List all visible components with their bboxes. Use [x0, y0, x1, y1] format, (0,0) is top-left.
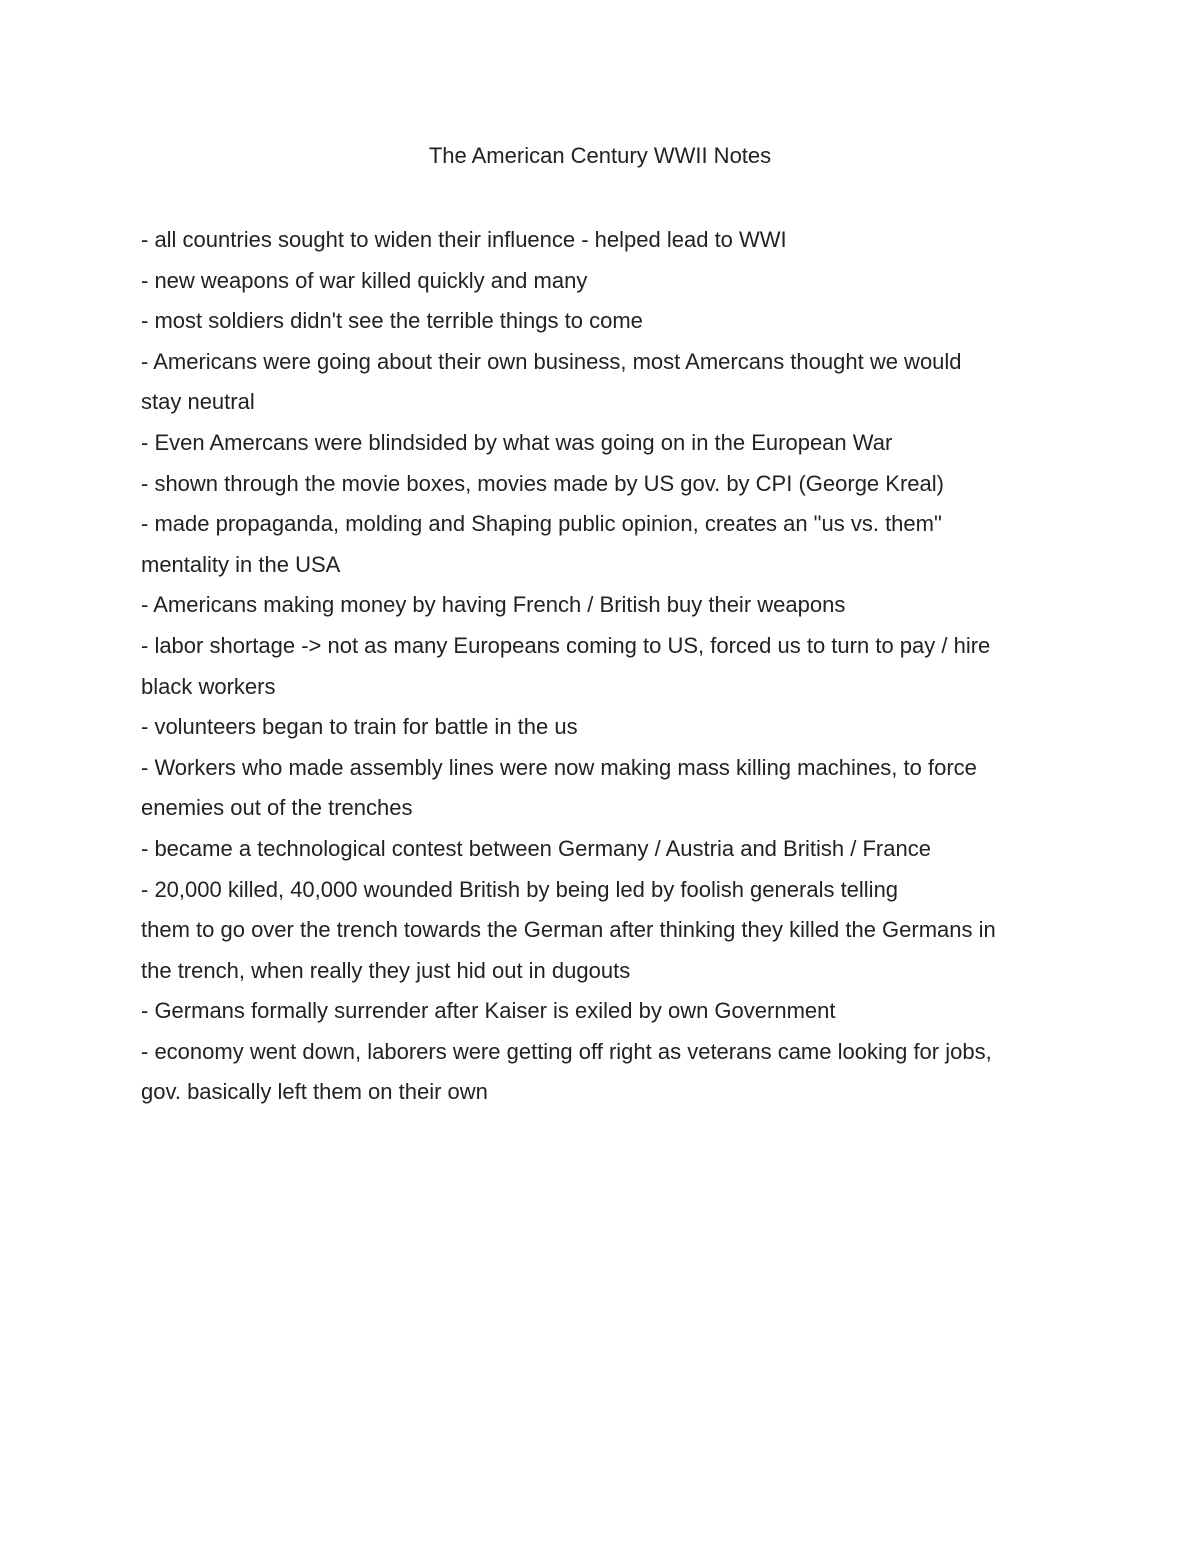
- document-title: The American Century WWII Notes: [428, 143, 772, 168]
- note-line: - volunteers began to train for battle in the us: [141, 714, 578, 740]
- note-line: - all countries sought to widen their influence - helped lead to WWI: [141, 227, 787, 252]
- note-line: - 20,000 killed, 40,000 wounded British by being led by foolish generals telling: [141, 876, 899, 902]
- note-line: - became a technological contest between Germany / Austria and British / France: [141, 835, 931, 861]
- note-line: - Americans making money by having French / British buy their weapons: [141, 592, 846, 618]
- note-line: - made propaganda, molding and Shaping public opinion, creates an "us vs. them": [141, 511, 942, 537]
- note-line: - most soldiers didn't see the terrible things to come: [141, 308, 643, 334]
- note-line: - new weapons of war killed quickly and many: [141, 267, 588, 293]
- note-line: - shown through the movie boxes, movies made by US gov. by CPI (George Kreal): [141, 470, 944, 496]
- note-line: them to go over the trench towards the German after thinking they killed the Germans in: [141, 917, 996, 943]
- note-line: - Workers who made assembly lines were now making mass killing machines, to force: [141, 754, 977, 780]
- note-line: gov. basically left them on their own: [141, 1079, 488, 1105]
- note-line: - economy went down, laborers were getting off right as veterans came looking for jobs,: [141, 1038, 992, 1064]
- note-line: - Even Amercans were blindsided by what was going on in the European War: [141, 429, 893, 455]
- note-line: enemies out of the trenches: [141, 795, 413, 821]
- notes-body: [141, 220, 1071, 1113]
- note-line: - Americans were going about their own business, most Amercans thought we would: [141, 348, 962, 374]
- note-line: the trench, when really they just hid out in dugouts: [141, 957, 631, 983]
- note-line: black workers: [141, 673, 276, 699]
- note-line: mentality in the USA: [141, 551, 341, 577]
- note-line: - labor shortage -> not as many Europeans coming to US, forced us to turn to pay / hire: [141, 632, 991, 658]
- note-line: - Germans formally surrender after Kaiser is exiled by own Government: [141, 998, 836, 1024]
- note-line: stay neutral: [141, 389, 255, 415]
